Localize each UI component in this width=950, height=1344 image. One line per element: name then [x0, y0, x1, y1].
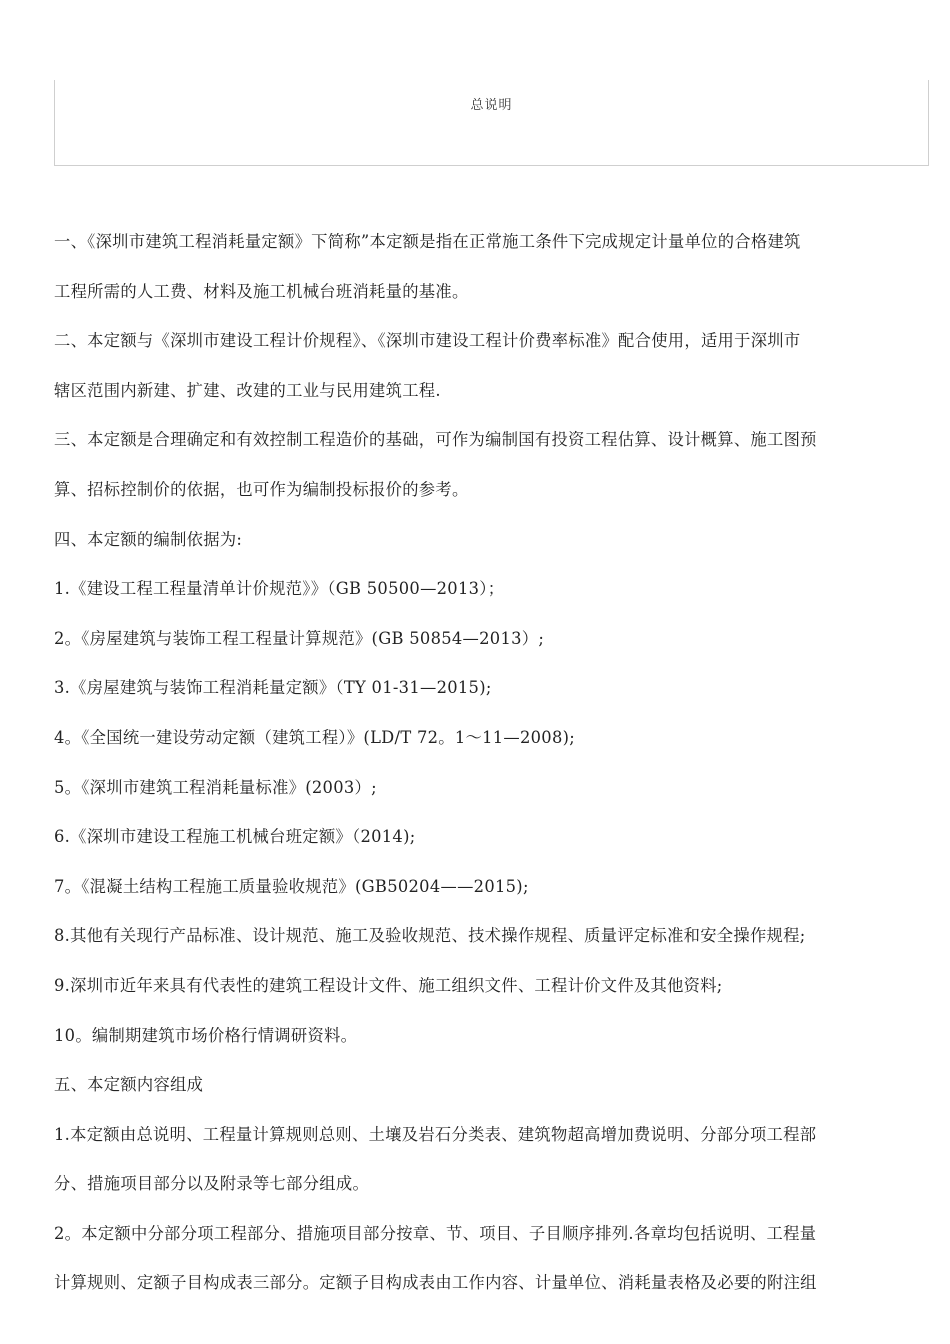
body-line: 5。《深圳市建筑工程消耗量标准》(2003）; — [54, 777, 377, 797]
body-line: 计算规则、定额子目构成表三部分。定额子目构成表由工作内容、计量单位、消耗量表格及必要的附注组 — [54, 1273, 817, 1293]
body-line: 工程所需的人工费、材料及施工机械台班消耗量的基准。 — [54, 281, 469, 301]
body-line: 辖区范围内新建、扩建、改建的工业与民用建筑工程. — [54, 380, 441, 400]
body-line: 9.深圳市近年来具有代表性的建筑工程设计文件、施工组织文件、工程计价文件及其他资料; — [54, 975, 723, 995]
body-line: 分、措施项目部分以及附录等七部分组成。 — [54, 1174, 370, 1194]
body-line: 一、《深圳市建筑工程消耗量定额》下简称”本定额是指在正常施工条件下完成规定计量单位的合格建筑 — [54, 232, 801, 251]
body-line: 算、招标控制价的依据，也可作为编制投标报价的参考。 — [54, 479, 469, 499]
body-line: 四、本定额的编制依据为: — [54, 529, 243, 549]
document-body — [54, 224, 938, 1315]
body-line: 4。《全国统一建设劳动定额（建筑工程）》(LD/T 72。1～11—2008); — [54, 727, 576, 747]
body-line: 1.本定额由总说明、工程量计算规则总则、土壤及岩石分类表、建筑物超高增加费说明、分部分项工程部 — [54, 1124, 817, 1144]
body-line: 1.《建设工程工程量清单计价规范》》（GB 50500—2013）； — [54, 579, 505, 599]
body-line: 8.其他有关现行产品标准、设计规范、施工及验收规范、技术操作规程、质量评定标准和安全操作规程; — [54, 926, 806, 946]
body-line: 3.《房屋建筑与装饰工程消耗量定额》（TY 01-31—2015); — [54, 678, 492, 698]
body-line: 三、本定额是合理确定和有效控制工程造价的基础，可作为编制国有投资工程估算、设计概算、施工图预 — [54, 430, 817, 450]
header-box — [54, 80, 929, 166]
body-line: 10。编制期建筑市场价格行情调研资料。 — [54, 1025, 358, 1045]
body-line: 五、本定额内容组成 — [54, 1075, 204, 1095]
body-line: 6.《深圳市建设工程施工机械台班定额》（2014); — [54, 827, 416, 847]
body-line: 7。《混凝土结构工程施工质量验收规范》(GB50204——2015); — [54, 876, 529, 896]
document-title: 总说明 — [470, 98, 513, 113]
body-line: 2。《房屋建筑与装饰工程工程量计算规范》(GB 50854—2013）; — [54, 628, 545, 648]
body-line: 2。本定额中分部分项工程部分、措施项目部分按章、节、项目、子目顺序排列.各章均包括说明、工程量 — [54, 1223, 817, 1243]
body-line: 二、本定额与《深圳市建设工程计价规程》、《深圳市建设工程计价费率标准》配合使用，适用于深圳市 — [54, 331, 801, 351]
